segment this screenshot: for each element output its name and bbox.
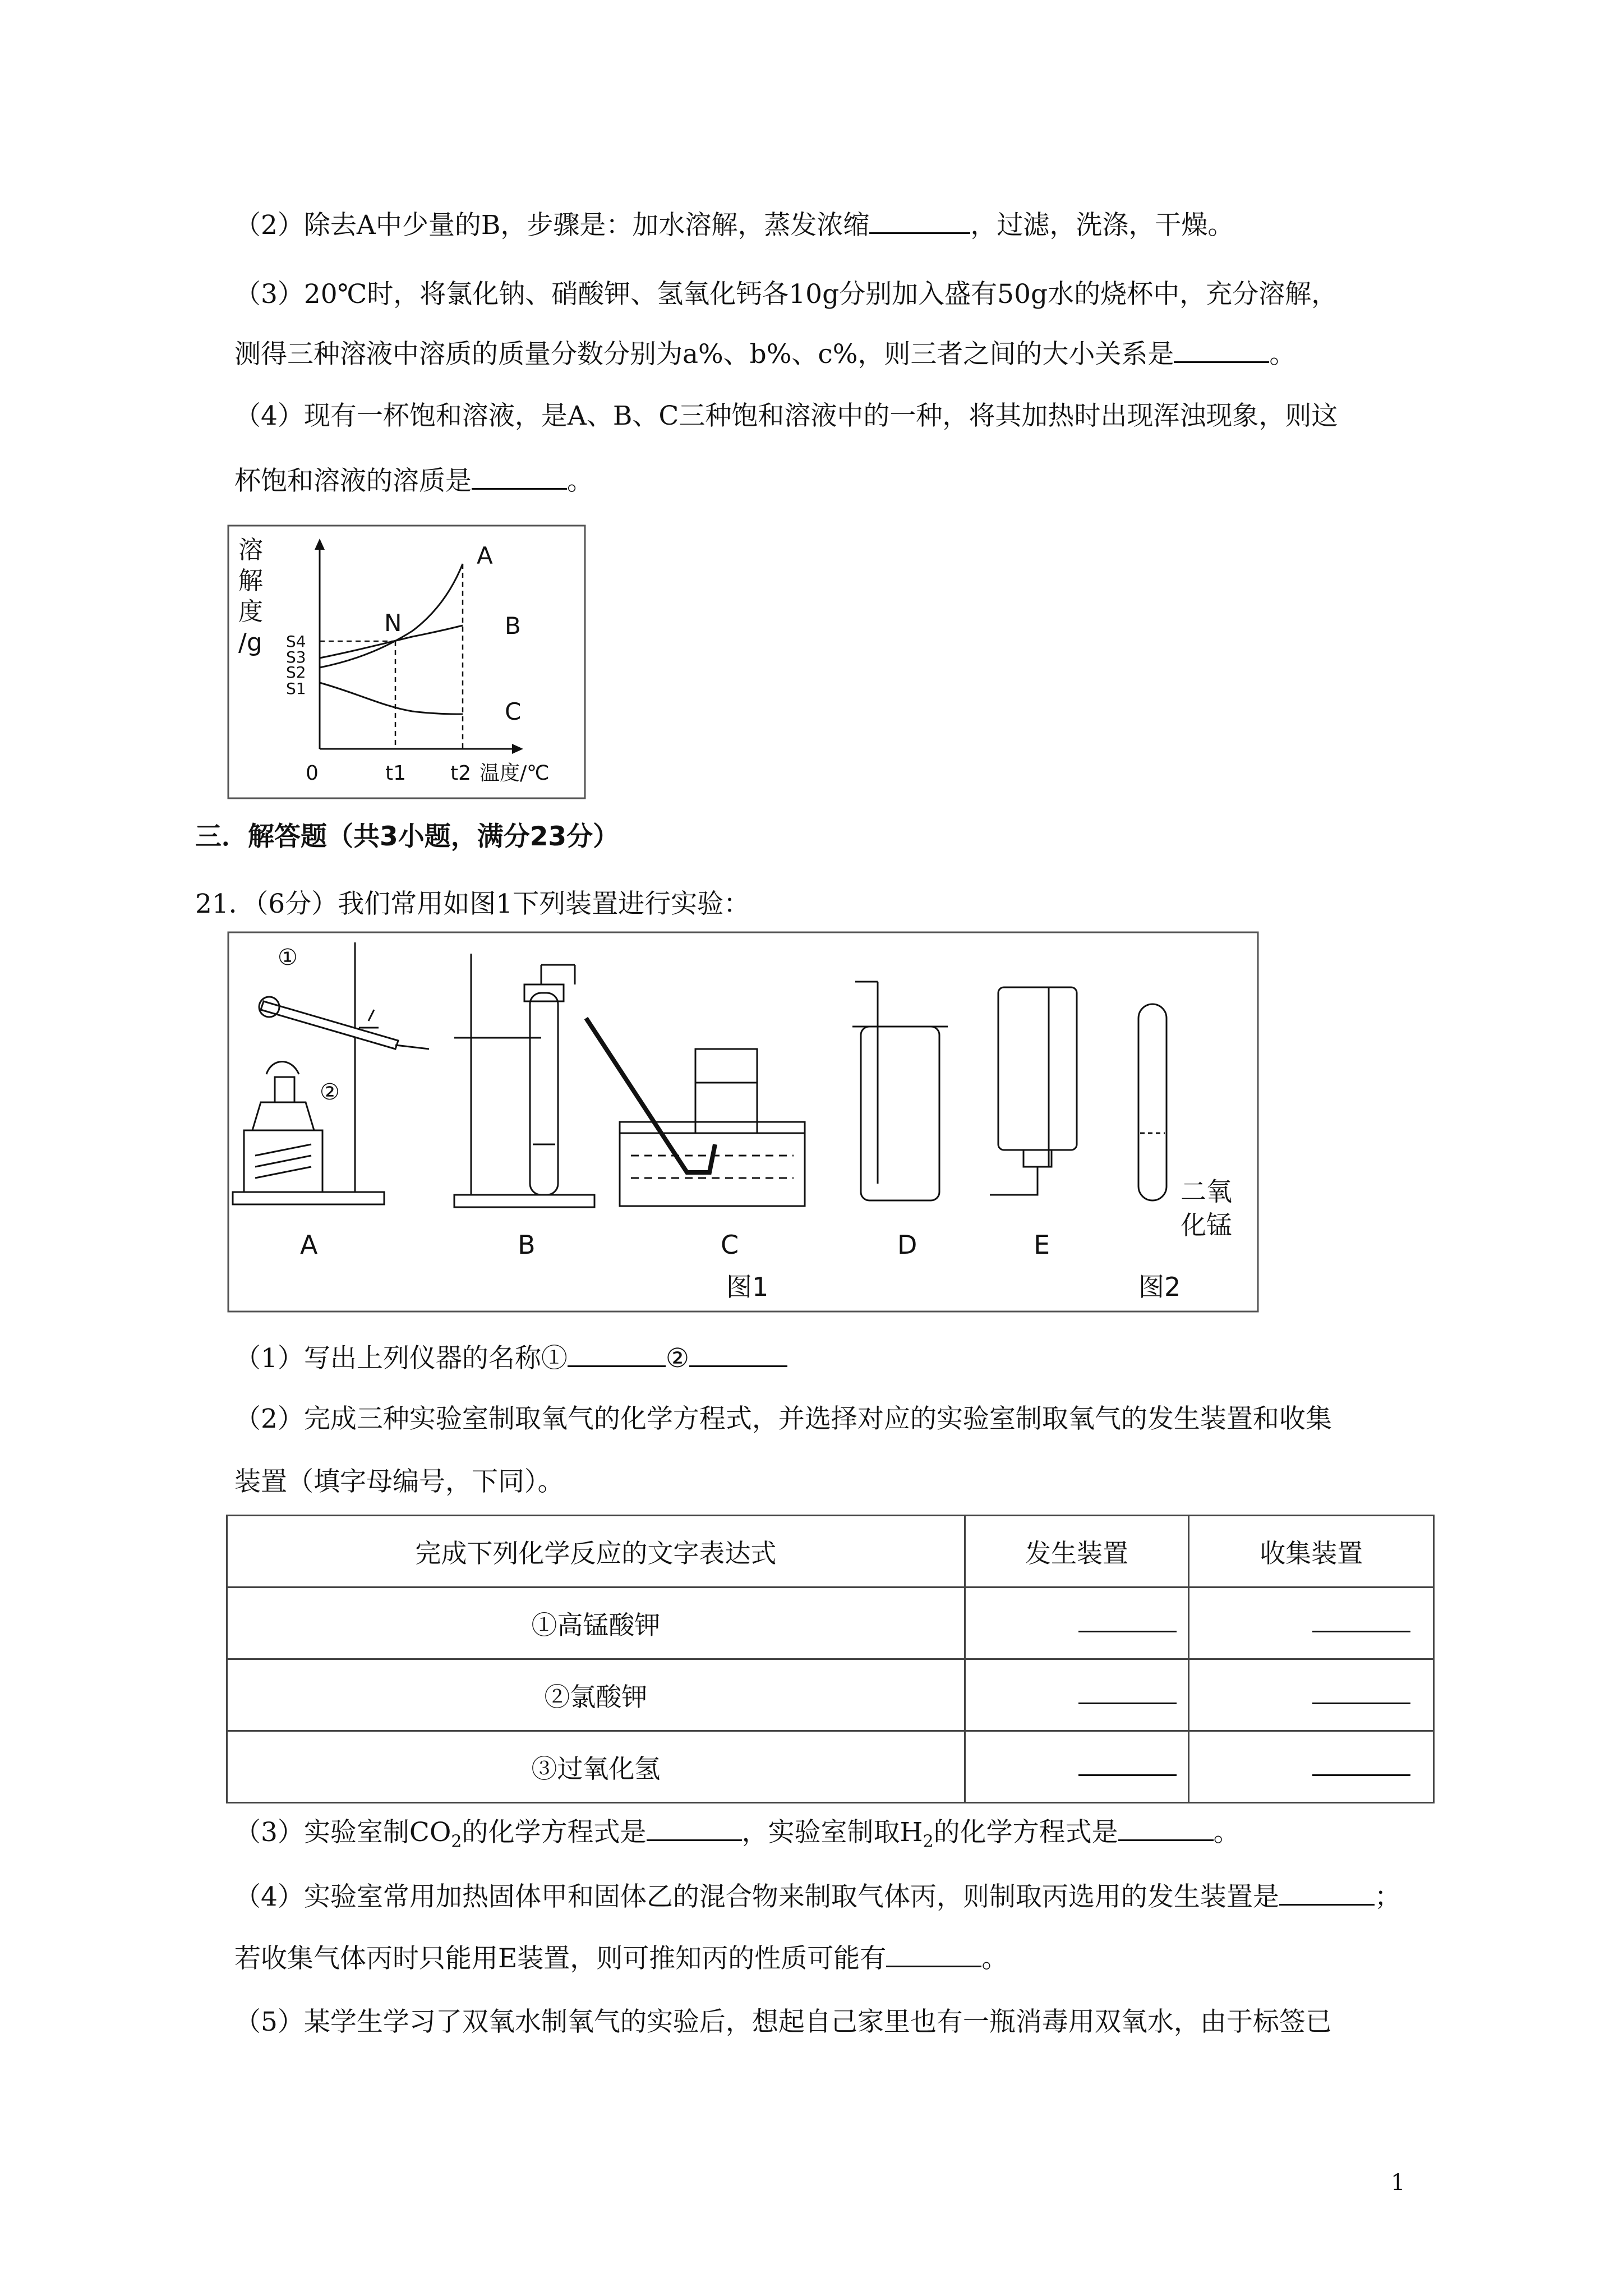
reactant-cell: ③过氧化氢	[227, 1731, 965, 1803]
curve-label-b: B	[505, 612, 521, 639]
answer-blank[interactable]	[568, 1341, 666, 1367]
oxygen-table	[226, 1515, 1435, 1803]
answer-blank[interactable]	[1078, 1680, 1177, 1704]
q21-part3: （3）实验室制$CO_2$的化学方程式是 ，实验室制取$H_2$的化学方程式是 。	[234, 1815, 1240, 1858]
ylabel-char: 度	[238, 597, 263, 626]
xtick-t1: t1	[385, 762, 407, 785]
table-row	[227, 1731, 1434, 1803]
q21-part2-line1: （2）完成三种实验室制取氧气的化学方程式，并选择对应的实验室制取氧气的发生装置和收集	[234, 1404, 1332, 1434]
mno2-label-1: 二氧	[1181, 1176, 1232, 1207]
ylabel-char: 溶	[238, 536, 263, 564]
q20-part4-line1: （4）现有一杯饱和溶液，是A、B、C三种饱和溶液中的一种，将其加热时出现浑浊现象，则这	[234, 401, 1338, 431]
ytick-s2: S2	[286, 663, 306, 682]
label-d: D	[897, 1230, 917, 1260]
q21-stem: 21．（6分）我们常用如图1下列装置进行实验：	[195, 889, 750, 919]
section-heading: 三．解答题（共3小题，满分23分）	[195, 821, 620, 852]
table-header-row	[227, 1516, 1434, 1588]
answer-blank[interactable]	[647, 1815, 742, 1841]
xtick-t2: t2	[450, 762, 472, 785]
curve-label-c: C	[505, 698, 522, 725]
answer-blank[interactable]	[869, 208, 970, 234]
xlabel: 温度/℃	[479, 762, 550, 785]
ytick-s1: S1	[286, 679, 306, 698]
label-b: B	[518, 1230, 536, 1260]
q20-part3-line1: （3）20℃时，将氯化钠、硝酸钾、氢氧化钙各10g分别加入盛有50g水的烧杯中，充分溶解，	[234, 279, 1338, 310]
label-e: E	[1034, 1230, 1050, 1260]
reactant-cell: ①高锰酸钾	[227, 1588, 965, 1659]
point-label-n: N	[384, 609, 402, 637]
answer-blank[interactable]	[1279, 1879, 1375, 1906]
answer-blank[interactable]	[689, 1341, 787, 1367]
label-c: C	[721, 1230, 739, 1260]
q21-part4-line2: 若收集气体丙时只能用E装置，则可推知丙的性质可能有 。	[234, 1941, 1008, 1976]
answer-blank[interactable]	[1118, 1815, 1214, 1841]
curve-c	[320, 683, 463, 714]
answer-blank[interactable]	[472, 463, 567, 490]
answer-blank[interactable]	[886, 1941, 981, 1967]
answer-blank[interactable]	[1078, 1752, 1177, 1776]
ylabel-char: 解	[238, 567, 263, 595]
answer-blank[interactable]	[1312, 1752, 1410, 1776]
table-row	[227, 1659, 1434, 1731]
caption-fig1: 图1	[726, 1272, 769, 1302]
solubility-figure	[227, 524, 586, 799]
answer-blank[interactable]	[1312, 1608, 1410, 1632]
table-row	[227, 1588, 1434, 1659]
q21-part2-line2: 装置（填字母编号，下同）。	[234, 1466, 564, 1497]
q21-part5: （5）某学生学习了双氧水制氧气的实验后，想起自己家里也有一瓶消毒用双氧水，由于标签已	[234, 2007, 1332, 2037]
answer-blank[interactable]	[1078, 1608, 1177, 1632]
reactant-cell: ②氯酸钾	[227, 1659, 965, 1731]
caption-fig2: 图2	[1138, 1272, 1181, 1302]
q21-part1: （1）写出上列仪器的名称① ②	[234, 1341, 787, 1375]
q20-part2: （2）除去A中少量的B，步骤是：加水溶解，蒸发浓缩 ，过滤，洗涤，干燥。	[234, 208, 1234, 242]
answer-blank[interactable]	[1312, 1680, 1410, 1704]
marker-1: ①	[278, 945, 298, 970]
label-a: A	[300, 1230, 318, 1260]
page-number: 1	[1391, 2170, 1405, 2196]
ytick-s4: S4	[286, 632, 306, 651]
answer-blank[interactable]	[1174, 337, 1269, 363]
x-origin: 0	[306, 762, 319, 785]
table-header: 收集装置	[1189, 1516, 1434, 1588]
q21-part4-line1: （4）实验室常用加热固体甲和固体乙的混合物来制取气体丙，则制取丙选用的发生装置是 ；	[234, 1879, 1401, 1914]
table-header: 发生装置	[965, 1516, 1189, 1588]
apparatus-figure	[227, 931, 1259, 1313]
q20-part3-line2: 测得三种溶液中溶质的质量分数分别为a%、b%、c%，则三者之间的大小关系是 。	[234, 337, 1295, 371]
curve-label-a: A	[477, 542, 493, 569]
mno2-label-2: 化锰	[1181, 1210, 1232, 1240]
table-header: 完成下列化学反应的文字表达式	[227, 1516, 965, 1588]
q20-part4-line2: 杯饱和溶液的溶质是 。	[234, 463, 593, 498]
ylabel-char: /g	[238, 628, 262, 657]
marker-2: ②	[320, 1079, 340, 1105]
ytick-s3: S3	[286, 648, 306, 666]
